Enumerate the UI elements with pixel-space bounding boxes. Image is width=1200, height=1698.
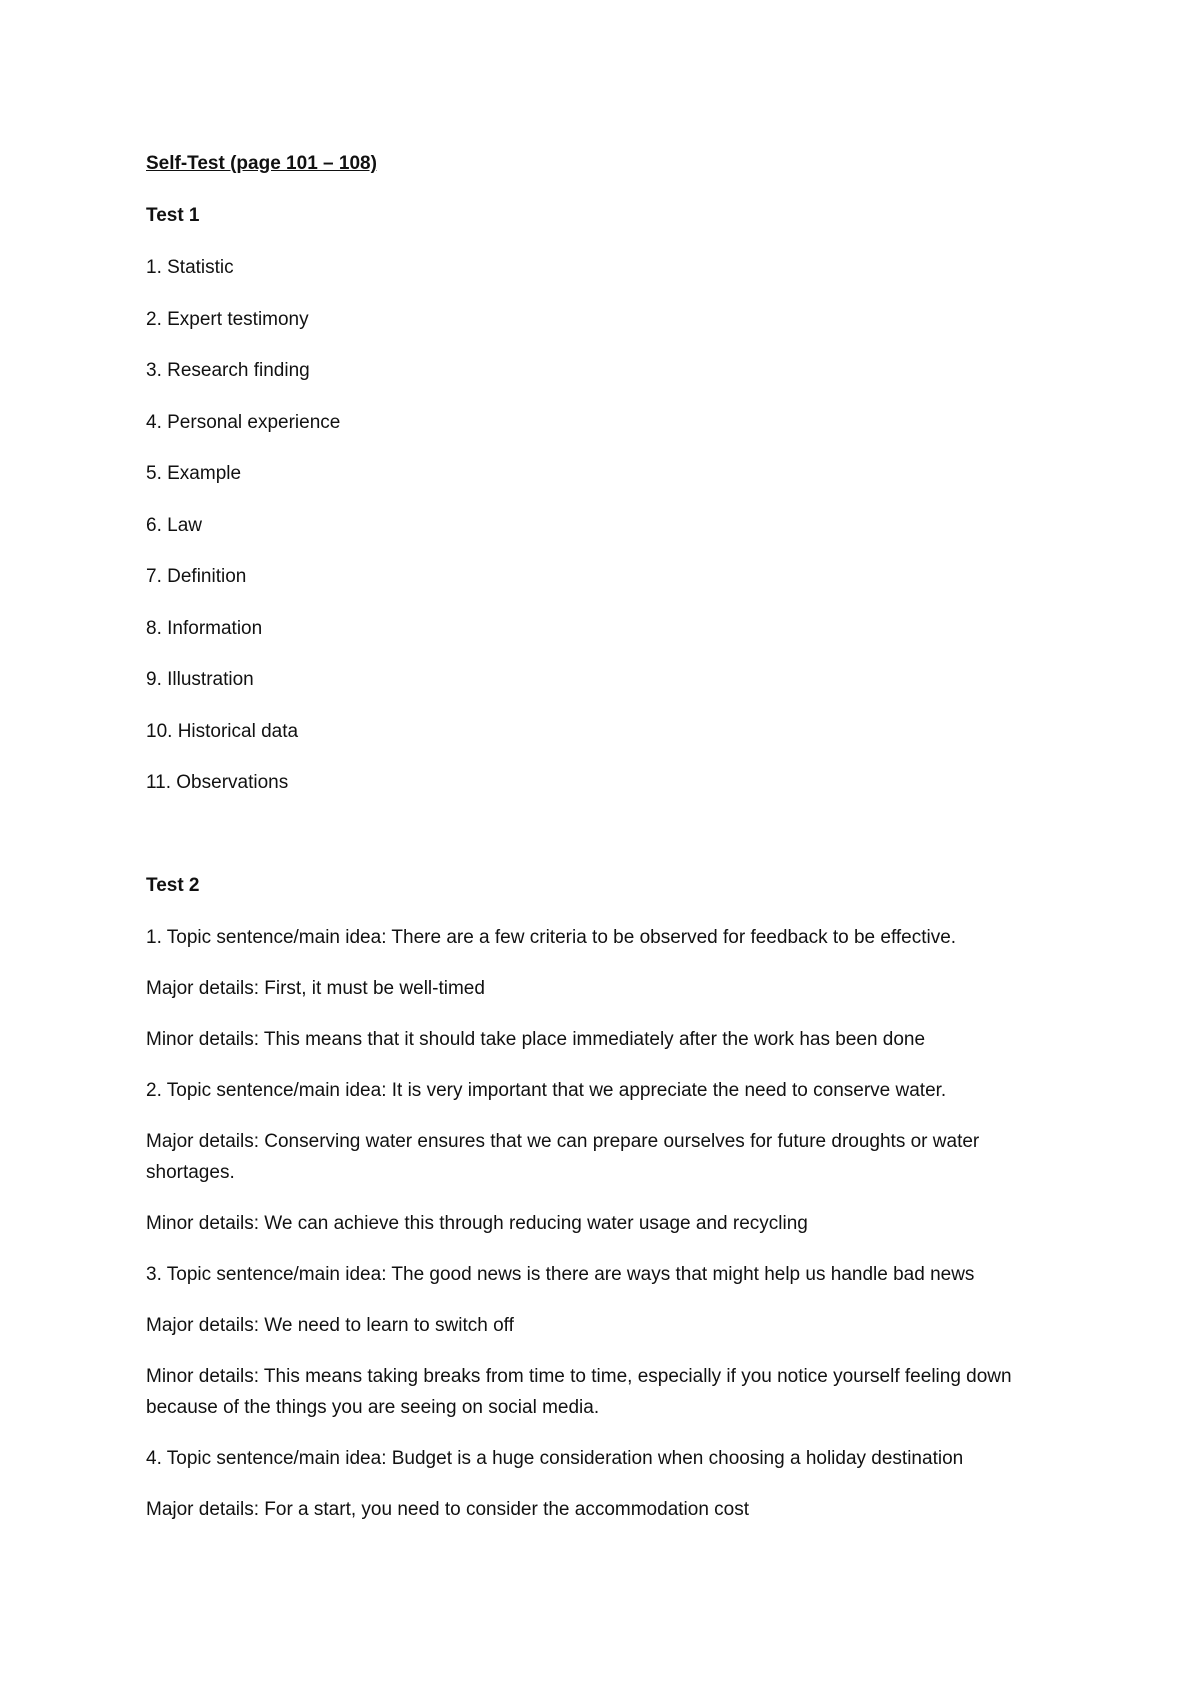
topic-sentence-2: 2. Topic sentence/main idea: It is very important that we appreciate the need to conserve water.	[146, 1080, 947, 1101]
list-item: 6. Law	[146, 514, 202, 536]
topic-sentence-4: 4. Topic sentence/main idea: Budget is a huge consideration when choosing a holiday destination	[146, 1448, 964, 1469]
major-details-2: Major details: Conserving water ensures that we can prepare ourselves for future droughts or water shortages.	[146, 1131, 980, 1183]
major-details-4: Major details: For a start, you need to consider the accommodation cost	[146, 1499, 750, 1520]
test2-heading: Test 2	[146, 875, 200, 896]
list-item: 4. Personal experience	[146, 411, 341, 433]
document-title: Self-Test (page 101 – 108)	[146, 153, 377, 174]
list-item: 9. Illustration	[146, 669, 254, 690]
list-item: 3. Research finding	[146, 360, 310, 381]
topic-sentence-1: 1. Topic sentence/main idea: There are a few criteria to be observed for feedback to be effective.	[146, 927, 957, 948]
minor-details-3: Minor details: This means taking breaks from time to time, especially if you notice yourself feeling down because of the things you are seeing on social media.	[146, 1366, 1012, 1418]
list-item: 7. Definition	[146, 566, 247, 587]
topic-sentence-3: 3. Topic sentence/main idea: The good news is there are ways that might help us handle bad news	[146, 1264, 975, 1285]
major-details-3: Major details: We need to learn to switch off	[146, 1315, 514, 1336]
test1-heading: Test 1	[146, 205, 200, 226]
test2-section	[146, 870, 1066, 1525]
test1-section	[146, 200, 1066, 798]
list-item: 11. Observations	[146, 772, 289, 793]
list-item: 5. Example	[146, 463, 242, 484]
major-details-1: Major details: First, it must be well-timed	[146, 978, 485, 999]
list-item: 2. Expert testimony	[146, 308, 309, 330]
minor-details-2: Minor details: We can achieve this through reducing water usage and recycling	[146, 1213, 808, 1234]
test1-list	[146, 252, 1066, 798]
document-page	[146, 148, 1066, 1545]
list-item: 8. Information	[146, 617, 263, 639]
list-item: 10. Historical data	[146, 720, 299, 742]
list-item: 1. Statistic	[146, 257, 234, 278]
minor-details-1: Minor details: This means that it should take place immediately after the work has been done	[146, 1029, 926, 1050]
